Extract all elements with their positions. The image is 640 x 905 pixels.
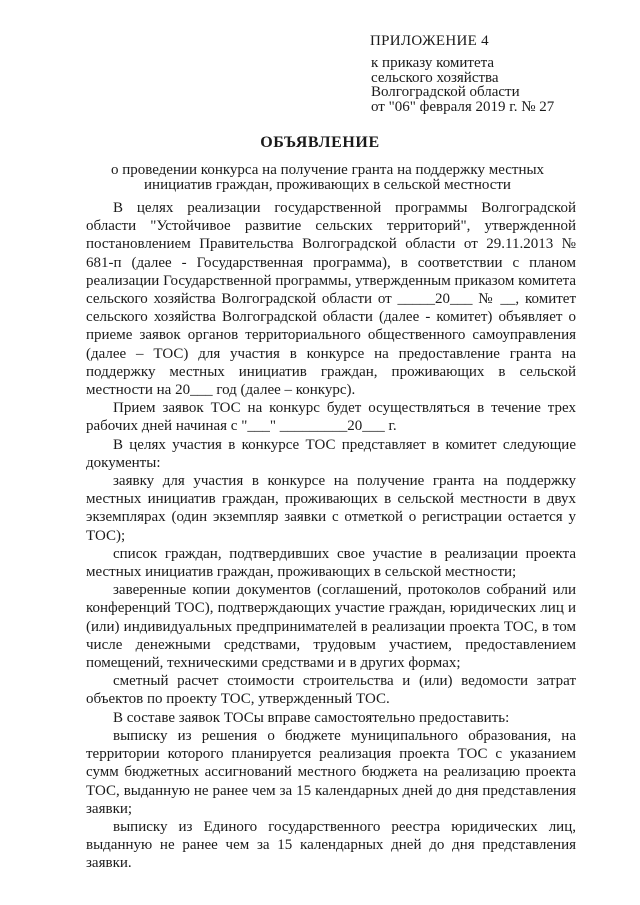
annex-line: сельского хозяйства: [371, 69, 499, 86]
paragraph-optional: В составе заявок ТОСы вправе самостоятельно предоставить:: [113, 709, 510, 726]
annex-line: от "06" февраля 2019 г. № 27: [371, 98, 555, 115]
paragraph-estimate: сметный расчет стоимости строительства и (или) ведомости затрат объектов по проекту ТОС, утвержденный ТОС.: [86, 673, 576, 708]
paragraph-documents: В целях участия в конкурсе ТОС представляет в комитет следующие документы:: [86, 436, 576, 471]
annex-line: Волгоградской области: [371, 84, 520, 100]
paragraph-reception: Прием заявок ТОС на конкурс будет осуществляться в течение трех рабочих дней начиная с "___" _________20___ г.: [86, 400, 576, 435]
subtitle-line: о проведении конкурса на получение гранта на поддержку местных: [110, 162, 545, 178]
document-subtitle: [60, 163, 595, 193]
paragraph-application: заявку для участия в конкурсе на получение гранта на поддержку местных инициатив граждан, проживающих в сельской местности в двух экземплярах (один экземпляр заявки с отметкой о регистрации остается у ТОС);: [86, 473, 576, 544]
paragraph-budget-extract: выписку из решения о бюджете муниципального образования, на территории которого планируется реализация проекта ТОС с указанием сумм бюджетных ассигнований местного бюджета на реализацию проекта ТОС, выданную не ранее чем за 15 календарных дней до дня представления заявки;: [86, 727, 576, 817]
paragraph-intro: В целях реализации государственной программы Волгоградской области "Устойчивое развитие сельских территорий", утвержденной постановлением Правительства Волгоградской области от 29.11.2013 № 681-п (далее - Государственная программа), в соответствии с планом реализации Государственной программы, утвержденным приказом комитета сельского хозяйства Волгоградской области от _____20___ № __, комитет сельского хозяйства Волгоградской области (далее - комитет) объявляет о приеме заявок органов территориального общественного самоуправления (далее – ТОС) для участия в конкурсе на предоставление гранта на поддержку местных инициатив граждан, проживающих в сельской местности на 20___ год (далее – конкурс).: [86, 200, 576, 399]
subtitle-line: инициатив граждан, проживающих в сельской местности: [144, 177, 511, 193]
document-title: ОБЪЯВЛЕНИЕ: [260, 134, 380, 151]
annex-reference: [371, 56, 626, 114]
paragraph-registry-extract: выписку из Единого государственного реестра юридических лиц, выданную не ранее чем за 15 календарных дней до дня представления заявки.: [86, 818, 576, 872]
document-body: [86, 199, 576, 873]
annex-line: к приказу комитета: [371, 55, 495, 71]
paragraph-certified-copies: заверенные копии документов (соглашений, протоколов собраний или конференций ТОС), подтверждающих участие граждан, юридических лиц и (или) индивидуальных предпринимателей в реализации проекта ТОС, в том числе денежными средствами, трудовым участием, предоставлением помещений, техническими средствами и в других формах;: [86, 582, 576, 672]
paragraph-citizens-list: список граждан, подтвердивших свое участие в реализации проекта местных инициатив граждан, проживающих в сельской местности;: [86, 545, 576, 581]
annex-title: ПРИЛОЖЕНИЕ 4: [370, 33, 489, 49]
